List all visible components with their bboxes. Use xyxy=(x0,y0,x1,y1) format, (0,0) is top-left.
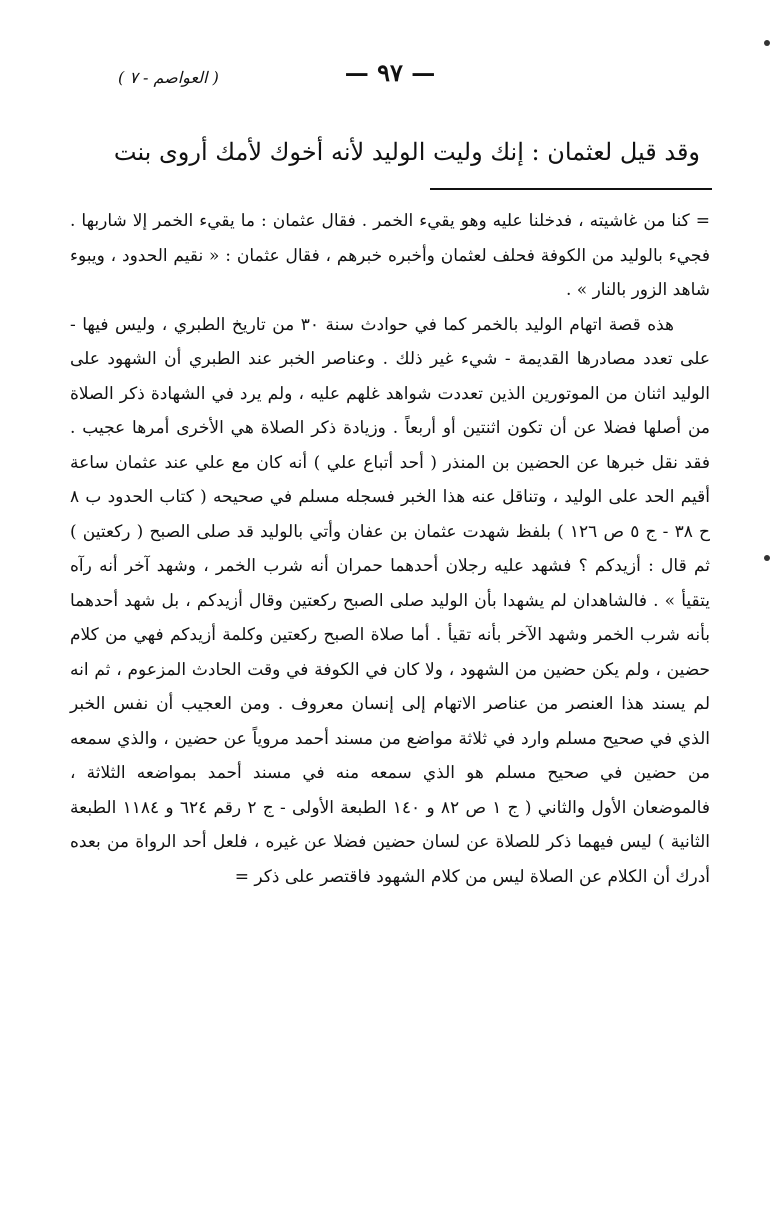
margin-mark xyxy=(764,555,770,561)
page-number: — ٩٧ — xyxy=(344,58,436,87)
footnote-paragraph: هذه قصة اتهام الوليد بالخمر كما في حوادث سنة ٣٠ من تاريخ الطبري ، وليس فيها - على تعدد مصادرها القديمة - شيء غير ذلك . وعناصر الخبر عند الطبري أن الشهود على الوليد اثنان من الموتورين الذين تعددت شواهد غلهم عليه ، ولم يرد في الشهادة ذكر الصلاة من أصلها فضلا عن أن تكون اثنتين أو أربعاً . وزيادة ذكر الصلاة هي الأخرى أمرها عجيب . فقد نقل خبرها عن الحضين بن المنذر ( أحد أتباع علي ) أنه كان مع علي عند عثمان ساعة أقيم الحد على الوليد ، وتناقل عنه هذا الخبر فسجله مسلم في صحيحه ( كتاب الحدود ب ٨ ح ٣٨ - ج ٥ ص ١٢٦ ) بلفظ شهدت عثمان بن عفان وأتي بالوليد قد صلى الصبح ( ركعتين ) ثم قال : أزيدكم ؟ فشهد عليه رجلان أحدهما حمران أنه شرب الخمر ، وشهد آخر أنه رآه يتقيأ » . فالشاهدان لم يشهدا بأن الوليد صلى الصبح ركعتين وقال أزيدكم ، بل شهد أحدهما بأنه شرب الخمر وشهد الآخر بأنه تقيأ . أما صلاة الصبح ركعتين وكلمة أزيدكم فهي من كلام حضين ، ولم يكن حضين من الشهود ، ولا كان في الكوفة في وقت الحادث المزعوم ، ثم انه لم يسند هذا العنصر من عناصر الاتهام إلى إنسان معروف . ومن العجيب أن نفس الخبر الذي في صحيح مسلم وارد في ثلاثة مواضع من مسند أحمد مروياً عن حضين ، والذي سمعه من حضين في صحيح مسلم هو الذي سمعه منه في مسند أحمد بمواضعه الثلاثة ، فالموضعان الأول والثاني ( ج ١ ص ٨٢ و ١٤٠ الطبعة الأولى - ج ٢ رقم ٦٢٤ و ١١٨٤ الطبعة الثانية ) ليس فيهما ذكر للصلاة عن لسان حضين فضلا عن غيره ، فلعل أحد الرواة من بعده أدرك أن الكلام عن الصلاة ليس من كلام الشهود فاقتصر على ذكر = xyxy=(70,314,710,887)
footnote xyxy=(70,204,710,894)
running-head: ( العواصم - ٧ ) xyxy=(118,68,219,87)
main-text: وقد قيل لعثمان : إنك وليت الوليد لأنه أخوك لأمك أروى بنت xyxy=(113,138,700,166)
footnote-separator xyxy=(430,188,712,190)
page-header xyxy=(90,56,690,96)
margin-mark xyxy=(764,40,770,46)
footnote-paragraph: = كنا من غاشيته ، فدخلنا عليه وهو يقيء الخمر . فقال عثمان : ما يقيء الخمر إلا شاربها . فجيء بالوليد من الكوفة فحلف لعثمان وأخبره خبرهم ، فقال عثمان : « نقيم الحدود ، ويبوء شاهد الزور بالنار » . xyxy=(70,211,710,300)
